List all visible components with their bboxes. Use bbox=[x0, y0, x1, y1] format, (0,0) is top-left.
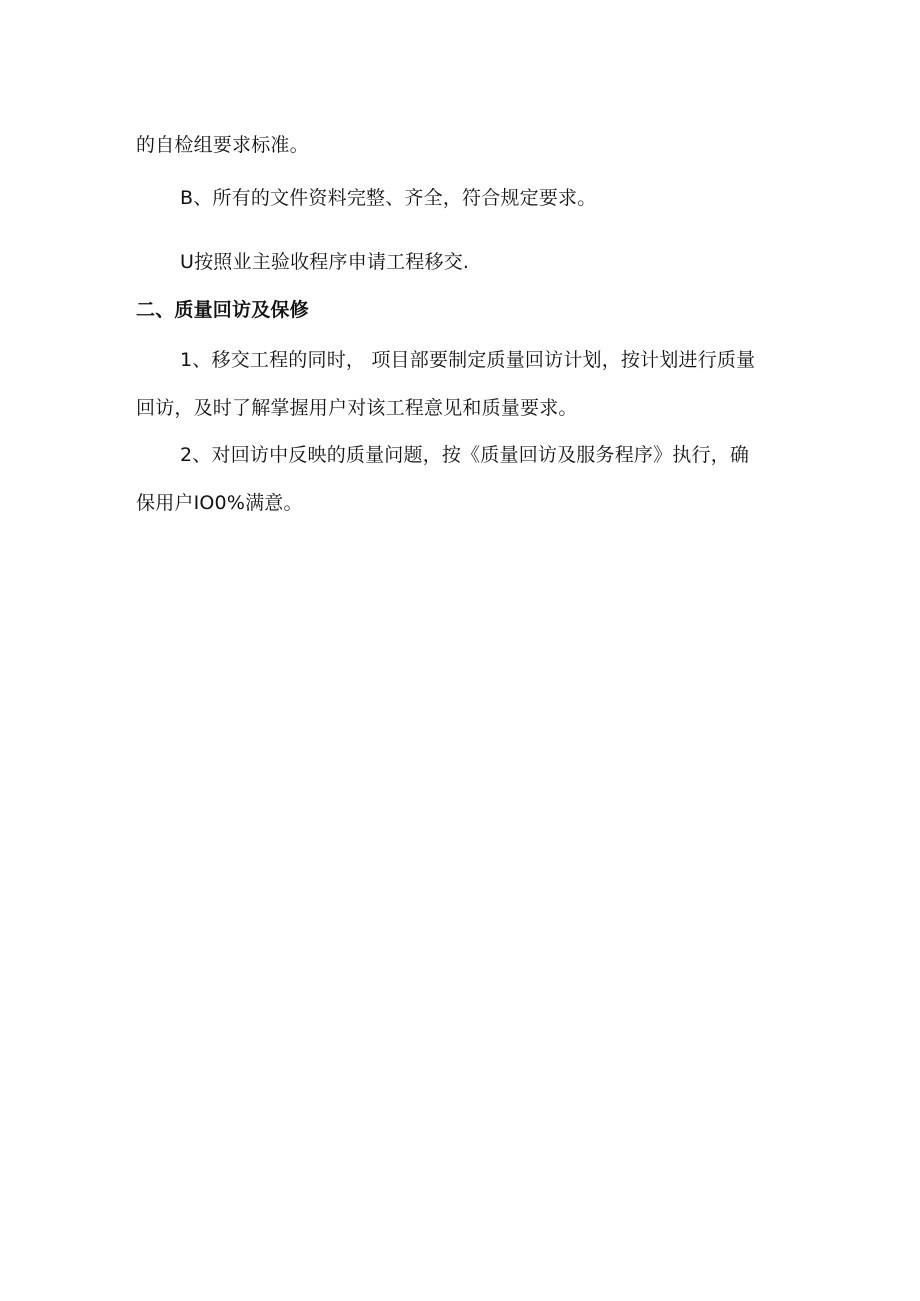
paragraph-item-2-line-2: 保用户IO0%满意。 bbox=[136, 492, 303, 514]
paragraph-item-1-line-1: 1、移交工程的同时， 项目部要制定质量回访计划，按计划进行质量 bbox=[180, 349, 756, 371]
paragraph-item-u: U按照业主验收程序申请工程移交. bbox=[180, 251, 470, 273]
paragraph-item-2-line-1: 2、对回访中反映的质量问题，按《质量回访及服务程序》执行，确 bbox=[180, 444, 750, 466]
paragraph-continuation: 的自检组要求标准。 bbox=[136, 134, 309, 156]
paragraph-item-b: B、所有的文件资料完整、齐全，符合规定要求。 bbox=[180, 187, 597, 209]
paragraph-item-1-line-2: 回访，及时了解掌握用户对该工程意见和质量要求。 bbox=[136, 397, 578, 419]
section-heading: 二、质量回访及保修 bbox=[136, 299, 309, 321]
